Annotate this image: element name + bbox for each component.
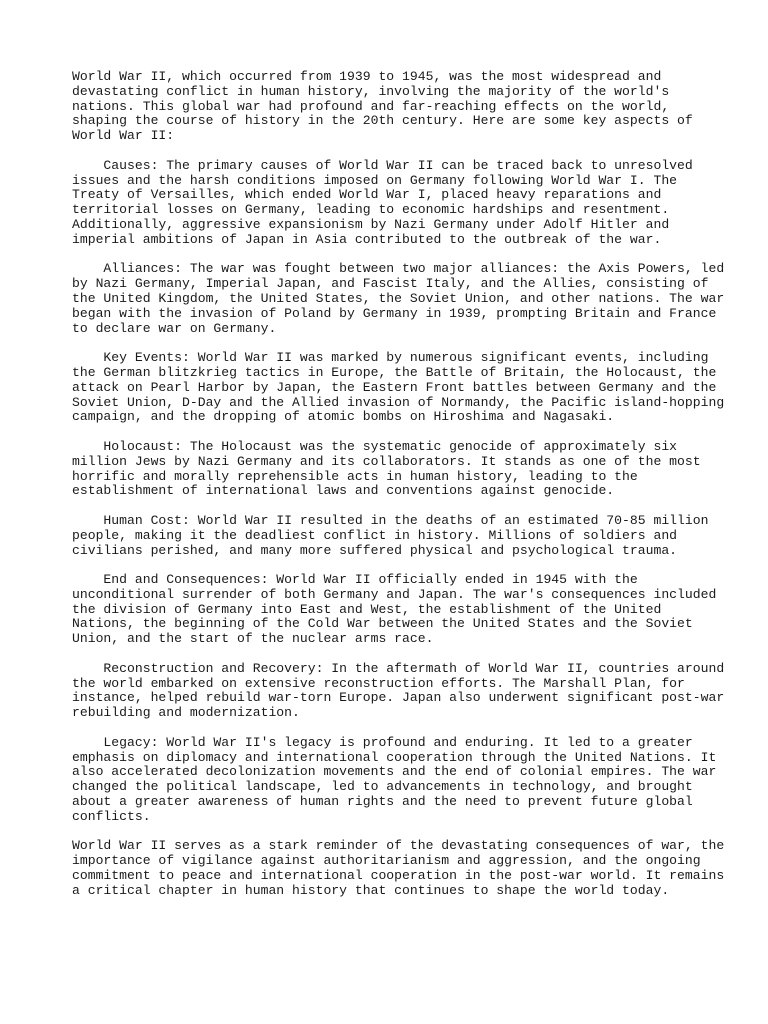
paragraph-alliances: [72, 261, 725, 336]
text-line: Soviet Union, D-Day and the Allied invasion of Normandy, the Pacific island-hopping: [72, 394, 725, 410]
text-line: shaping the course of history in the 20th century. Here are some key aspects of: [72, 113, 693, 129]
text-line: rebuilding and modernization.: [72, 705, 300, 721]
text-line: about a greater awareness of human rights and the need to prevent future global: [72, 794, 693, 810]
text-line: million Jews by Nazi Germany and its collaborators. It stands as one of the most: [72, 453, 701, 469]
text-line: Causes: The primary causes of World War II can be traced back to unresolved: [72, 157, 693, 173]
text-line: people, making it the deadliest conflict in history. Millions of soldiers and: [72, 527, 678, 543]
paragraph-causes: [72, 159, 712, 248]
paragraph-intro: [72, 70, 712, 144]
text-line: World War II:: [72, 128, 175, 144]
text-line: devastating conflict in human history, involving the majority of the world's: [72, 83, 670, 99]
text-line: Additionally, aggressive expansionism by Nazi Germany under Adolf Hitler and: [72, 216, 670, 232]
text-line: emphasis on diplomacy and international cooperation through the United Nations. It: [72, 749, 717, 765]
document-page: [72, 69, 725, 913]
text-line: a critical chapter in human history that continues to shape the world today.: [72, 882, 670, 898]
paragraph-human-cost: [72, 514, 712, 558]
text-line: World War II serves as a stark reminder of the devastating consequences of war, the: [72, 838, 725, 854]
text-line: the United Kingdom, the United States, the Soviet Union, and other nations. The war: [72, 290, 725, 306]
text-line: End and Consequences: World War II officially ended in 1945 with the: [72, 572, 638, 588]
text-line: issues and the harsh conditions imposed on Germany following World War I. The: [72, 172, 678, 188]
paragraph-conclusion: [72, 838, 725, 898]
text-line: campaign, and the dropping of atomic bombs on Hiroshima and Nagasaki.: [72, 409, 615, 425]
text-line: the division of Germany into East and West, the establishment of the United: [72, 601, 662, 617]
text-line: Union, and the start of the nuclear arms race.: [72, 631, 434, 647]
text-line: Human Cost: World War II resulted in the deaths of an estimated 70-85 million: [72, 512, 709, 528]
text-line: also accelerated decolonization movements and the end of colonial empires. The war: [72, 764, 717, 780]
text-line: Alliances: The war was fought between two major alliances: the Axis Powers, led: [72, 261, 725, 277]
text-line: attack on Pearl Harbor by Japan, the Eastern Front battles between Germany and the: [72, 379, 717, 395]
text-line: imperial ambitions of Japan in Asia contributed to the outbreak of the war.: [72, 231, 662, 247]
text-line: changed the political landscape, led to advancements in technology, and brought: [72, 779, 693, 795]
text-line: the world embarked on extensive reconstruction efforts. The Marshall Plan, for: [72, 675, 685, 691]
text-line: unconditional surrender of both Germany and Japan. The war's consequences included: [72, 586, 717, 602]
text-line: civilians perished, and many more suffered physical and psychological trauma.: [72, 542, 678, 558]
text-line: Nations, the beginning of the Cold War between the United States and the Soviet: [72, 616, 693, 632]
text-line: began with the invasion of Poland by Germany in 1939, prompting Britain and France: [72, 305, 717, 321]
text-line: Reconstruction and Recovery: In the aftermath of World War II, countries around: [72, 660, 725, 676]
paragraph-legacy: [72, 734, 717, 825]
paragraph-reconstruction: [72, 660, 725, 721]
text-line: the German blitzkrieg tactics in Europe, the Battle of Britain, the Holocaust, the: [72, 364, 717, 380]
text-line: to declare war on Germany.: [72, 320, 277, 336]
paragraph-holocaust: [72, 440, 712, 499]
paragraph-end-consequences: [72, 572, 717, 647]
text-line: territorial losses on Germany, leading to economic hardships and resentment.: [72, 202, 670, 218]
text-line: World War II, which occurred from 1939 to 1945, was the most widespread and: [72, 69, 662, 84]
text-line: establishment of international laws and conventions against genocide.: [72, 483, 615, 499]
text-line: nations. This global war had profound and far-reaching effects on the world,: [72, 98, 670, 114]
text-line: Holocaust: The Holocaust was the systematic genocide of approximately six: [72, 438, 678, 454]
text-line: by Nazi Germany, Imperial Japan, and Fascist Italy, and the Allies, consisting of: [72, 276, 709, 292]
text-line: instance, helped rebuild war-torn Europe. Japan also underwent significant post-war: [72, 690, 725, 706]
text-line: Key Events: World War II was marked by numerous significant events, including: [72, 350, 709, 366]
text-line: commitment to peace and international cooperation in the post-war world. It remains: [72, 868, 725, 884]
text-line: conflicts.: [72, 808, 151, 824]
text-line: importance of vigilance against authoritarianism and aggression, and the ongoing: [72, 853, 701, 869]
paragraph-key-events: [72, 350, 725, 425]
text-line: horrific and morally reprehensible acts in human history, leading to the: [72, 468, 638, 484]
text-line: Legacy: World War II's legacy is profound and enduring. It led to a greater: [72, 734, 693, 750]
text-line: Treaty of Versailles, which ended World War I, placed heavy reparations and: [72, 187, 662, 203]
